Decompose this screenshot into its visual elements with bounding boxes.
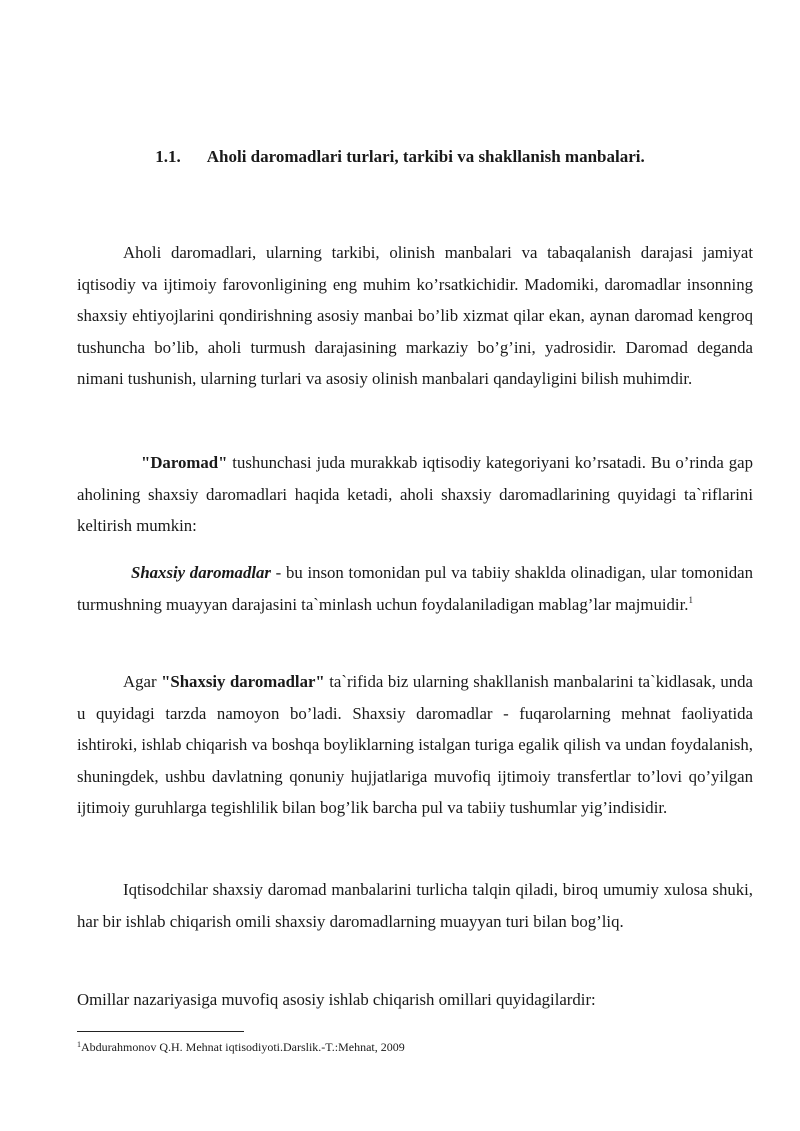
- section-title: Aholi daromadlari turlari, tarkibi va shakllanish manbalari.: [206, 147, 645, 166]
- term-daromad: "Daromad": [141, 453, 228, 472]
- paragraph-sources: [77, 666, 753, 824]
- footnote-mark: 1: [77, 1040, 81, 1049]
- paragraph-text: tushunchasi juda murakkab iqtisodiy kategoriyani ko’rsatadi. Bu o’rinda gap aholining shaxsiy daromadlari haqida ketadi, aholi shaxsiy daromadlarining quyidagi ta`riflarini keltirish mumkin:: [77, 453, 753, 535]
- footnote-separator: [77, 1031, 244, 1032]
- footnote: [77, 1039, 405, 1055]
- footnote-text: Abdurahmonov Q.H. Mehnat iqtisodiyoti.Darslik.-T.:Mehnat, 2009: [81, 1040, 405, 1054]
- footnote-reference[interactable]: 1: [688, 594, 693, 605]
- paragraph-text: - bu inson tomonidan pul va tabiiy shaklda olinadigan, ular tomonidan turmushning muayyan darajasini ta`minlash uchun foydalaniladigan mablag’lar majmuidir.: [77, 563, 754, 614]
- paragraph-definition: [77, 557, 753, 620]
- section-number: 1.1.: [155, 147, 181, 166]
- paragraph-daromad-concept: [77, 447, 753, 542]
- paragraph-text: Agar: [123, 672, 162, 691]
- paragraph-economists: Iqtisodchilar shaxsiy daromad manbalarini turlicha talqin qiladi, biroq umumiy xulosa shuki, har bir ishlab chiqarish omili shaxsiy daromadlarning muayyan turi bilan bog’liq.: [77, 880, 753, 931]
- paragraph-text: ta`rifida biz ularning shakllanish manbalarini ta`kidlasak, unda u quyidagi tarzda namoyon bo’ladi. Shaxsiy daromadlar - fuqarolarning mehnat faoliyatida ishtiroki, ishlab chiqarish va boshqa boyliklarning istalgan turiga egalik qilish va undan foydalanish, shuningdek, ushbu davlatning qonuniy hujjatlariga muvofiq ijtimoiy transfertlar to’lovi qo’yilgan ijtimoiy guruhlarga tegishlilik bilan bog’lik barcha pul va tabiiy tushumlar yig’indisidir.: [77, 672, 753, 817]
- term-shaxsiy-daromadlar: Shaxsiy daromadlar: [131, 563, 271, 582]
- section-heading: [0, 147, 800, 167]
- paragraph-factors: Omillar nazariyasiga muvofiq asosiy ishlab chiqarish omillari quyidagilardir:: [77, 990, 596, 1009]
- term-shaxsiy-daromadlar-quoted: "Shaxsiy daromadlar": [161, 672, 325, 691]
- paragraph-intro: Aholi daromadlari, ularning tarkibi, olinish manbalari va tabaqalanish darajasi jamiyat iqtisodiy va ijtimoiy farovonligining eng muhim ko’rsatkichidir. Madomiki, daromadlar insonning shaxsiy ehtiyojlarini qondirishning asosiy manbai bo’lib xizmat qilar ekan, aynan daromad kengroq tushuncha bo’lib, aholi turmush darajasining markaziy bo’g’ini, yadrosidir. Daromad deganda nimani tushunish, ularning turlari va asosiy olinish manbalari qandayligini bilish muhimdir.: [77, 243, 753, 388]
